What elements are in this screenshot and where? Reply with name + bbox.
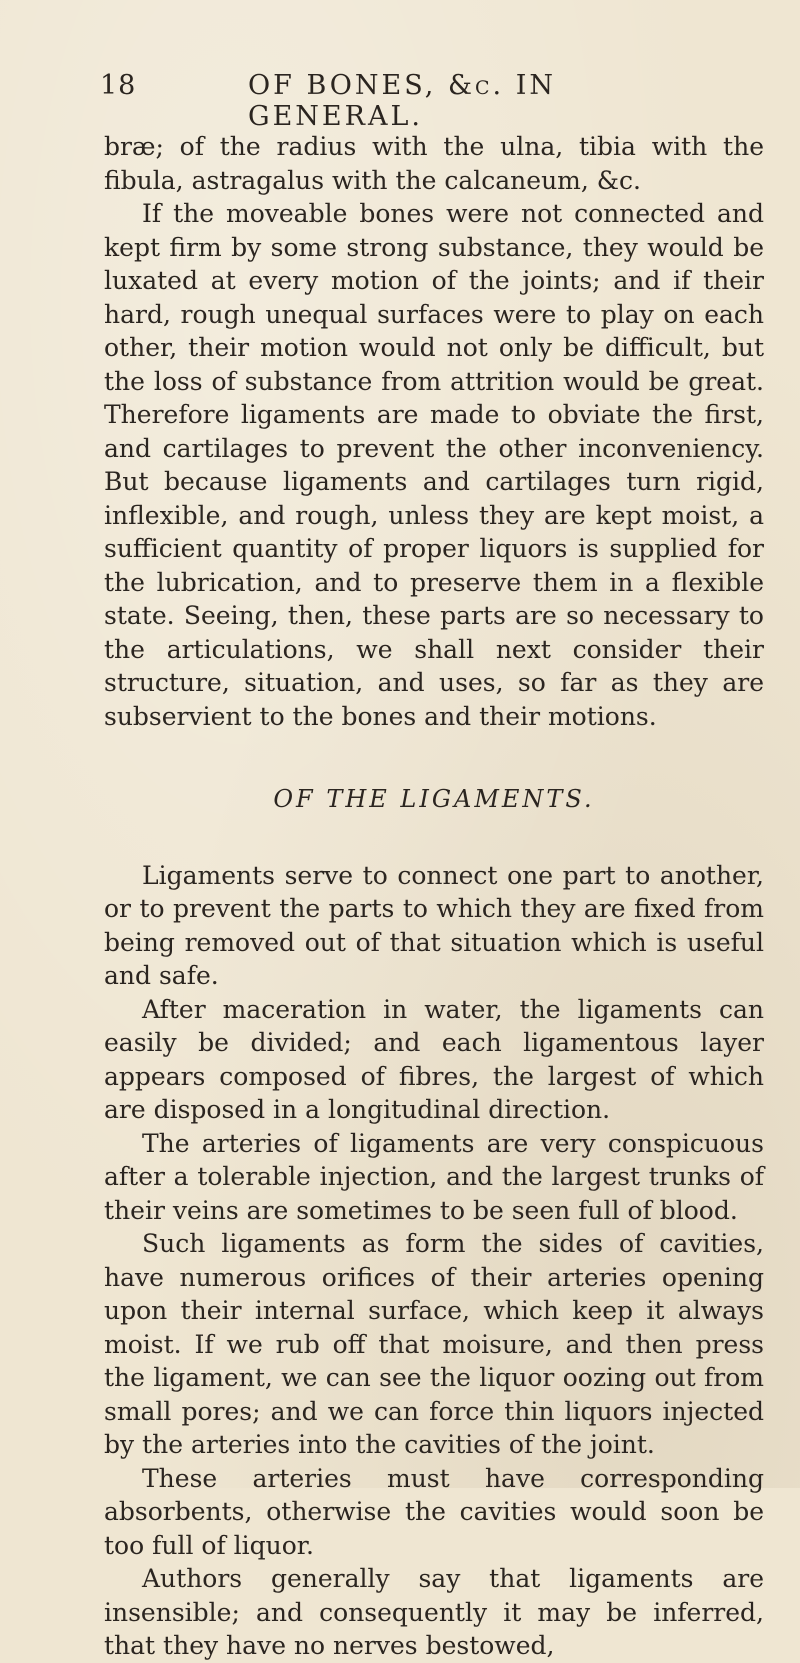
paragraph-arteries: The arteries of ligaments are very conspicuous after a tolerable injection, and the largest trunks of their veins are sometimes to be seen full of blood. — [104, 1128, 764, 1225]
page-number: 18 — [100, 70, 137, 101]
paragraph-moveable-bones: If the moveable bones were not connected and kept firm by some strong substance, they would be luxated at every motion of the joints; and if their hard, rough unequal surfaces were to play on each other, their motion would not only be difficult, but the loss of substance from attrition would be great. Therefore ligaments are made to obviate the first, and cartilages to prevent the other inconveniency. But because ligaments and cartilages turn rigid, inflexible, and rough, unless they are kept moist, a sufficient quantity of proper liquors is supplied for the lubrication, and to preserve them in a flexible state. Seeing, then, these parts are so necessary to the articulations, we shall next consider their structure, situation, and uses, so far as they are subservient to the bones and their motions. — [104, 199, 764, 731]
paragraph-ligaments-serve: Ligaments serve to connect one part to another, or to prevent the parts to which they are fixed from being removed out of that situation which is useful and safe. — [104, 860, 764, 990]
paragraph-absorbents: These arteries must have corresponding absorbents, otherwise the cavities would soon be too full of liquor. — [104, 1463, 764, 1560]
page-header — [100, 70, 740, 132]
body-text — [104, 130, 764, 1663]
paragraph-cavities: Such ligaments as form the sides of cavities, have numerous orifices of their arteries opening upon their internal surface, which keep it always moist. If we rub off that moisure, and then press the ligament, we can see the liquor oozing out from small pores; and we can force thin liquors injected by the arteries into the cavities of the joint. — [104, 1229, 764, 1459]
section-heading: OF THE LIGAMENTS. — [273, 785, 595, 813]
paragraph-continuation: bræ; of the radius with the ulna, tibia with the fibula, astragalus with the calcaneum, &c. — [104, 132, 764, 195]
paragraph-authors: Authors generally say that ligaments are insensible; and consequently it may be inferred, that they have no nerves bestowed, — [104, 1564, 764, 1660]
paragraph-maceration: After maceration in water, the ligaments can easily be divided; and each ligamentous layer appears composed of fibres, the largest of which are disposed in a longitudinal direction. — [104, 994, 764, 1124]
running-title: OF BONES, &c. IN GENERAL. — [248, 70, 556, 132]
